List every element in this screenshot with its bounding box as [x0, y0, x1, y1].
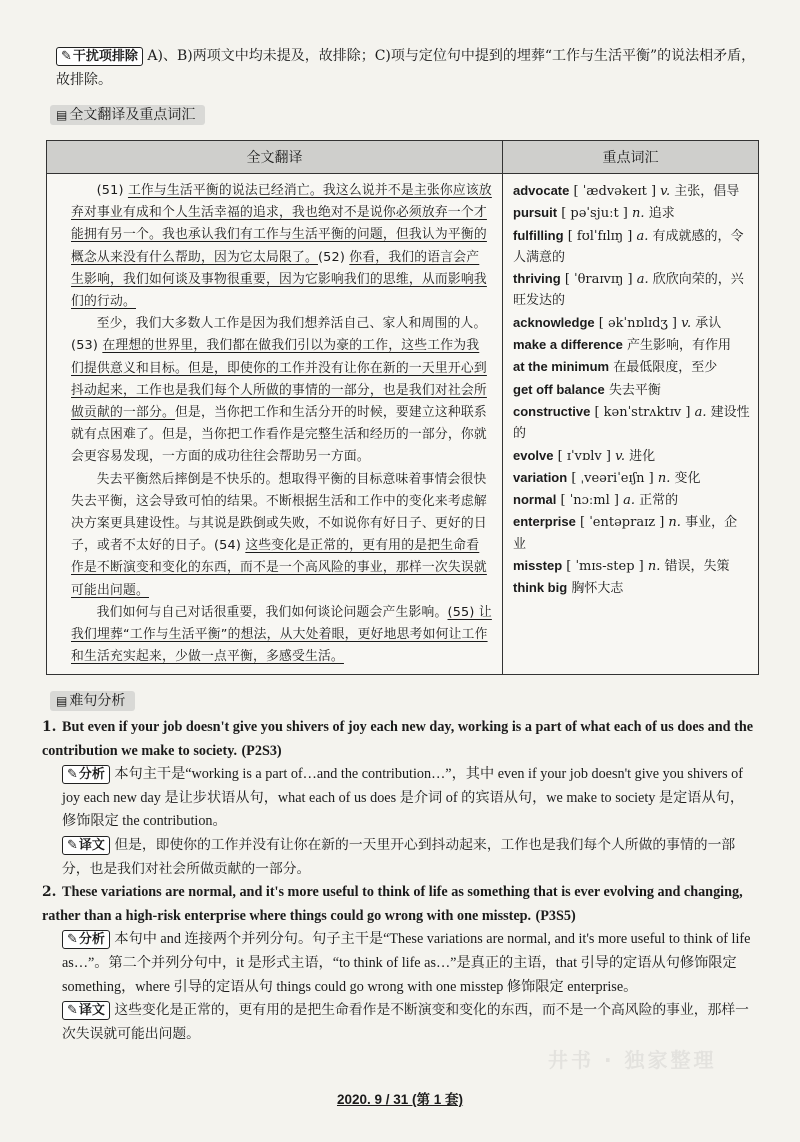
vocab-phonetic: [ ˈnɔːml ]	[560, 493, 619, 509]
sentence-text: These variations are normal, and it's more useful to think of life as something that is ever evolving and changing, rather than a high-risk enterprise where things could go wrong with one misstep.	[42, 884, 743, 924]
vocab-meaning: 有成就感的，令人满意的	[513, 228, 744, 265]
pen-icon: ✎	[67, 837, 78, 853]
vocab-phonetic: [ kənˈstrʌktɪv ]	[594, 404, 691, 420]
translation-text: 但是，即使你的工作并没有让你在新的一天里开心到抖动起来，工作也是我们每个人所做的事情的一部分，也是我们对社会所做贡献的一部分。	[62, 836, 736, 877]
analysis-items	[42, 716, 758, 1046]
vocab-meaning: 失去平衡	[608, 382, 661, 398]
analysis-item	[42, 716, 758, 881]
analysis-paragraph	[62, 928, 758, 999]
analysis-tag	[62, 765, 110, 784]
vocab-meaning: 追求	[648, 206, 675, 222]
distractor-tag: ✎干扰项排除	[56, 47, 143, 66]
vocab-word: acknowledge	[513, 314, 595, 330]
vocab-pos: a.	[636, 272, 649, 288]
vocab-meaning: 在最低限度，至少	[613, 360, 718, 376]
translation-paragraph	[62, 834, 758, 881]
vocab-item	[513, 511, 750, 555]
watermark: 井书 · 独家整理	[548, 1048, 717, 1072]
translation-tag	[62, 836, 110, 855]
sentence-analysis	[42, 716, 758, 1046]
sentence-reference: (P2S3)	[241, 742, 282, 759]
underlined-key-sentence: (55) 让我们埋葬“工作与生活平衡”的想法，从大处着眼，更好地思考如何让工作和生活充实起来，少做一点平衡，多感受生活。	[71, 604, 492, 665]
translation-text: 我们如何与自己对话很重要，我们如何谈论问题会产生影响。	[96, 604, 448, 620]
underlined-key-sentence: 在理想的世界里，我们都在做我们引以为豪的工作，这些工作为我们提供意义和目标。但是，即使你的工作并没有让你在新的一天里开心到抖动起来，工作也是我们每个人所做的事情的一部分，也是我们对社会所做贡献的一部分。	[71, 338, 487, 421]
vocab-phonetic: [ pəˈsjuːt ]	[561, 206, 628, 222]
vocab-phonetic: [ əkˈnɒlɪdʒ ]	[598, 315, 678, 331]
vocab-phonetic: [ ˌveəriˈeɪʃn ]	[571, 470, 654, 486]
analysis-label: 分析	[78, 932, 105, 948]
pen-icon: ✎	[67, 932, 78, 948]
analysis-label: 分析	[78, 767, 105, 783]
vocab-item	[513, 555, 750, 577]
page-footer: 2020. 9 / 31 (第 1 套)	[336, 1092, 464, 1107]
underlined-key-sentence: 这些变化是正常的，更有用的是把生命看作是不断演变和变化的东西，而不是一个高风险的事业，那样一次失误就可能出问题。	[71, 538, 487, 598]
translation-text: 失去平衡然后摔倒是不快乐的。想取得平衡的目标意味着事情会很快失去平衡，这会导致可怕的结果。不断根据生活和工作中的变化来考虑解决方案更具建设性。与其说是跌倒或失败，不如说你有好日子、更好的日子，或者不太好的日子。(54)	[71, 471, 487, 554]
analysis-item	[42, 881, 758, 1046]
vocab-pos: v.	[660, 184, 671, 199]
translation-text: 但是，当你把工作和生活分开的时候，要建立这种联系就有点困难了。但是，当你把工作看作是完整生活和经历的一部分，你就会更容易发现，一方面的成功往往会帮助另一方面。	[71, 405, 487, 465]
vocab-word: thriving	[513, 271, 561, 287]
vocab-word: constructive	[513, 403, 591, 419]
vocab-meaning: 建设性的	[513, 404, 750, 442]
vocab-item	[513, 225, 750, 269]
item-number: 1.	[42, 719, 57, 735]
vocab-pos: v.	[681, 315, 692, 331]
translation-text: (51)	[96, 183, 128, 198]
item-number: 2.	[42, 884, 57, 901]
vocab-word: fulfilling	[513, 227, 564, 243]
translation-paragraph	[71, 313, 492, 468]
vocab-phonetic: [ ˈædvəkeɪt ]	[573, 184, 657, 199]
sentence-text: But even if your job doesn't give you shivers of joy each new day, working is a part of what each of us does and the contribution we make to society.	[42, 719, 754, 759]
translation-section-header: ▤ 全文翻译及重点词汇	[50, 105, 205, 125]
pen-icon: ✎	[67, 1003, 78, 1019]
underlined-key-sentence: 你看，我们的语言会产生影响，我们如何谈及事物很重要，因为它影响我们的思维，从而影响我们的行动。	[71, 249, 487, 310]
vocab-pos: a.	[636, 228, 649, 244]
vocab-pos: n.	[647, 559, 661, 575]
vocab-item	[513, 445, 750, 467]
sentence-reference: (P3S5)	[535, 907, 576, 924]
vocab-word: advocate	[513, 183, 570, 198]
pen-icon: ✎	[67, 767, 78, 783]
vocab-meaning: 胸怀大志	[571, 581, 624, 597]
analysis-text: 本句主干是“working is a part of…and the contribution…”，其中 even if your job doesn't give you shivers of joy each new day 是让步状语从句，what each of us does 是介词 of 的宾语从句，we make to society 是定语从句，修饰限定 the contribution。	[62, 766, 745, 830]
vocab-phonetic: [ ˈθraɪvɪŋ ]	[564, 272, 633, 288]
vocab-meaning: 承认	[695, 315, 722, 331]
section-marker-icon: ▤	[56, 694, 68, 708]
vocab-word: enterprise	[513, 514, 576, 530]
vocab-meaning: 欣欣向荣的，兴旺发达的	[513, 272, 744, 309]
translation-paragraph	[62, 999, 758, 1046]
analysis-text: 本句中 and 连接两个并列分句。句子主干是“These variations are normal, and it's more useful to think of life as…”。第二个并列分句中，it 是形式主语，“to think of life as…”是真正的主语，that 引导的定语从句修饰限定 something，where 引导的定语从句 things could go wrong with one misstep 修饰限定 enterprise。	[62, 931, 751, 995]
vocab-item	[513, 356, 750, 378]
vocab-word: normal	[513, 492, 557, 508]
vocab-pos: a.	[694, 404, 707, 420]
vocab-item	[513, 180, 750, 202]
vocab-word: pursuit	[513, 205, 558, 221]
vocab-meaning: 变化	[674, 470, 701, 486]
vocab-word: think big	[513, 580, 568, 596]
distractor-text: A)、B)两项文中均未提及，故排除；C)项与定位句中提到的埋葬“工作与生活平衡”的说法相矛盾，故排除。	[56, 48, 756, 88]
vocab-phonetic: [ fʊlˈfɪlɪŋ ]	[567, 228, 633, 244]
vocab-meaning: 产生影响，有作用	[626, 338, 731, 354]
vocab-pos: a.	[623, 493, 636, 509]
translation-column-header: 全文翻译	[47, 141, 503, 174]
vocab-meaning: 进化	[629, 448, 656, 464]
underlined-key-sentence: 工作与生活平衡的说法已经消亡。我这么说并不是主张你应该放弃对事业有成和个人生活幸福的追求，我也绝对不是说你必须放弃一个才能拥有另一个。	[71, 183, 492, 243]
translation-paragraph	[71, 469, 492, 602]
vocab-pos: v.	[615, 448, 626, 464]
vocab-item	[513, 268, 750, 312]
vocab-item	[513, 467, 750, 489]
vocab-pos: n.	[632, 206, 645, 222]
vocab-pos: n.	[668, 515, 681, 531]
distractor-explanation	[56, 44, 756, 92]
translation-text: (52)	[317, 249, 350, 265]
translation-label: 译文	[78, 837, 105, 853]
translation-table	[46, 140, 759, 675]
translation-label: 译文	[78, 1003, 105, 1019]
vocab-item	[513, 312, 750, 334]
vocab-meaning: 错误，失策	[664, 559, 730, 575]
translation-text: 这些变化是正常的，更有用的是把生命看作是不断演变和变化的东西，而不是一个高风险的事业，那样一次失误就可能出问题。	[62, 1002, 749, 1042]
difficult-sentence	[42, 716, 758, 763]
vocab-item	[513, 401, 750, 445]
analysis-section-header: ▤ 难句分析	[50, 691, 135, 711]
section-marker-icon: ▤	[56, 108, 68, 122]
vocab-item	[513, 577, 750, 599]
translation-paragraphs	[71, 180, 492, 668]
pen-icon: ✎	[61, 49, 72, 64]
vocab-phonetic: [ ˈentəpraɪz ]	[580, 515, 665, 531]
vocab-item	[513, 202, 750, 224]
translation-tag	[62, 1001, 110, 1020]
translation-cell	[47, 174, 503, 675]
translation-text: 至少，我们大多数人工作是因为我们想养活自己、家人和周围的人。(53)	[71, 316, 487, 354]
vocab-item	[513, 489, 750, 511]
vocab-pos: n.	[657, 470, 671, 486]
vocab-meaning: 主张，倡导	[674, 184, 740, 199]
vocab-column-header: 重点词汇	[503, 141, 759, 174]
vocab-word: get off balance	[513, 381, 605, 397]
vocab-phonetic: [ ˈmɪs-step ]	[566, 559, 644, 575]
vocab-word: evolve	[513, 447, 554, 463]
analysis-paragraph	[62, 763, 758, 834]
vocab-phonetic: [ ɪˈvɒlv ]	[557, 448, 611, 464]
vocab-list	[513, 180, 750, 600]
vocab-word: make a difference	[513, 337, 623, 353]
translation-paragraph	[71, 180, 492, 313]
difficult-sentence	[42, 881, 758, 928]
vocab-meaning: 事业，企业	[513, 515, 738, 552]
vocab-word: at the minimum	[513, 359, 610, 375]
vocab-meaning: 正常的	[639, 493, 679, 509]
vocab-word: variation	[513, 469, 568, 485]
translation-paragraph	[71, 602, 492, 669]
vocab-item	[513, 379, 750, 401]
underlined-key-sentence: 我也承认我们有工作与生活平衡的问题，但我认为平衡的概念从来没有什么帮助，因为它太局限了。	[71, 227, 487, 265]
vocab-word: misstep	[513, 558, 563, 574]
analysis-tag	[62, 930, 110, 949]
vocab-item	[513, 334, 750, 356]
vocab-cell	[503, 174, 759, 675]
